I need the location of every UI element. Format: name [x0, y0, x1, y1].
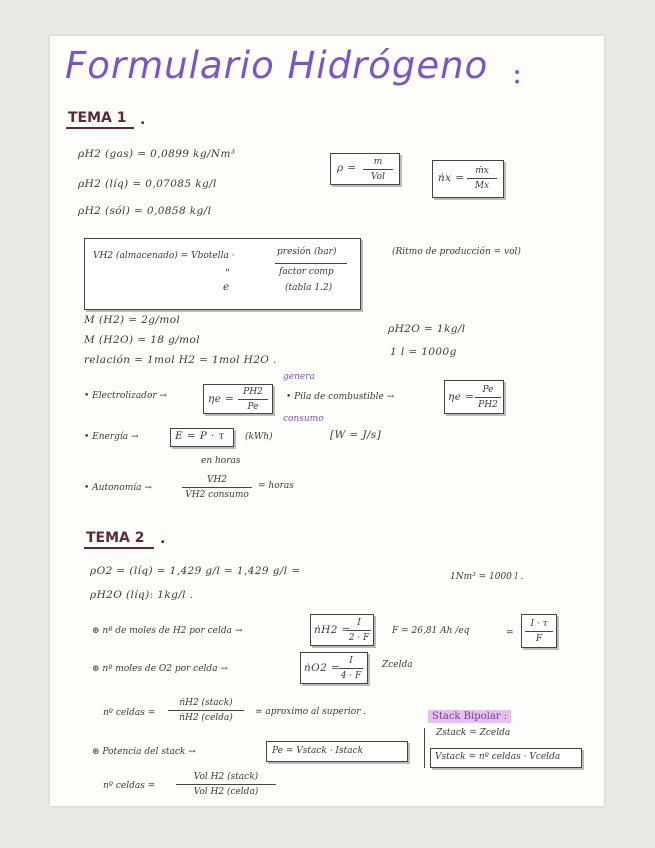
- moles-h2-den: 2 · F: [348, 633, 370, 643]
- watt-unit: [W = J/s]: [330, 429, 382, 441]
- rho-formula-box: [330, 153, 400, 185]
- zcelda-label: Zcelda: [382, 660, 413, 670]
- vstack-formula: Vstack = nº celdas · Vcelda: [435, 752, 561, 762]
- storage-lhs: VH2 (almacenado) = Vbotella ·: [93, 251, 235, 261]
- electro-fraction: [238, 386, 268, 413]
- moles-h2-lhs: ṅH2 =: [314, 624, 351, 636]
- vstack-box: [430, 748, 582, 768]
- water-density: ρH2O = 1kg/l: [388, 323, 466, 335]
- moles-h2-fraction: [347, 617, 371, 644]
- n-num: ṁx: [475, 166, 489, 176]
- rho-num: m: [373, 157, 383, 167]
- rho-lhs: ρ =: [337, 162, 357, 174]
- potencia-formula: Pe = Vstack · Istack: [272, 746, 364, 756]
- density-solid: ρH2 (sól) = 0,0858 kg/l: [78, 205, 212, 217]
- liter-grams: 1 l = 1000g: [390, 346, 457, 358]
- moles-o2-den: 4 · F: [340, 671, 362, 681]
- nceldas-den: ṅH2 (celda): [179, 713, 233, 723]
- nceldas-fraction: [168, 697, 244, 724]
- faraday-fraction: [525, 618, 553, 645]
- molar-h2: M (H2) = 2g/mol: [84, 314, 181, 326]
- potencia-box: [266, 741, 408, 762]
- nm3-conversion: 1Nm³ = 1000 l .: [450, 572, 524, 582]
- nceldas2-den: Vol H2 (celda): [193, 787, 259, 797]
- faraday-box: [521, 614, 557, 648]
- moles-o2-box: [300, 652, 368, 684]
- faraday-num: I · τ: [530, 619, 548, 629]
- n-fraction: [467, 165, 497, 192]
- page-title: Formulario Hidrógeno: [65, 44, 489, 87]
- consumo-label: consumo: [283, 414, 324, 424]
- faraday-constant: F = 26,81 Ah /eq: [392, 626, 470, 636]
- density-gas: ρH2 (gas) = 0,0899 kg/Nm³: [78, 148, 236, 160]
- moles-o2-fraction: [339, 655, 363, 682]
- moles-o2-num: I: [349, 656, 353, 666]
- pila-label: • Pila de combustible →: [286, 392, 395, 402]
- autonomia-den: V̇H2 consumo: [185, 490, 249, 500]
- tema2-heading: TEMA 2: [86, 530, 145, 546]
- autonomia-rhs: = horas: [258, 481, 294, 491]
- nceldas2-num: Vol H2 (stack): [193, 772, 259, 782]
- faraday-eq: =: [506, 628, 514, 638]
- moles-o2-label: ⊛ nº moles de O2 por celda →: [92, 664, 228, 674]
- energia-label: • Energía →: [84, 432, 139, 442]
- storage-num: presión (bar): [277, 247, 337, 257]
- energia-formula-box: [170, 428, 234, 447]
- storage-e: e: [223, 281, 230, 293]
- potencia-label: ⊛ Potencia del stack →: [92, 747, 196, 757]
- rho-den: Vol: [371, 172, 385, 182]
- ritmo-note: (Ritmo de producción = vol): [392, 247, 521, 257]
- en-horas-note: en horas: [201, 456, 241, 466]
- tema2-dot: .: [160, 531, 166, 547]
- pila-den: PH2: [478, 400, 498, 410]
- pila-formula-box: [444, 380, 504, 414]
- electro-lhs: ηe =: [208, 393, 235, 405]
- n-formula-box: [432, 160, 504, 198]
- density-o2: ρO2 = (líq) = 1,429 g/l = 1,429 g/l =: [90, 565, 301, 577]
- molar-h2o: M (H2O) = 18 g/mol: [84, 334, 200, 346]
- autonomia-num: VH2: [206, 475, 228, 485]
- storage-box: [84, 238, 361, 310]
- autonomia-fraction: [182, 474, 252, 501]
- nceldas-lhs: nº celdas =: [103, 708, 156, 718]
- title-dot: :: [512, 56, 523, 91]
- storage-den1: factor comp: [279, 267, 334, 277]
- tema1-dot: .: [140, 112, 146, 128]
- moles-o2-lhs: ṅO2 =: [304, 662, 341, 674]
- tema2-underline: [84, 547, 154, 549]
- brace: [424, 728, 425, 768]
- moles-h2-box: [310, 614, 374, 646]
- n-lhs: ṅx =: [438, 172, 465, 184]
- relation: relación = 1mol H2 = 1mol H2O .: [84, 354, 277, 366]
- energia-formula: E = P · τ: [175, 430, 225, 442]
- storage-bar: [275, 263, 347, 264]
- storage-ditto: ": [225, 267, 231, 279]
- density-liquid: ρH2 (líq) = 0,07085 kg/l: [78, 178, 217, 190]
- pila-lhs: ηe =: [448, 391, 475, 403]
- moles-h2-label: ⊛ nº de moles de H2 por celda →: [92, 626, 243, 636]
- electro-formula-box: [203, 384, 273, 414]
- rho-fraction: [363, 156, 393, 183]
- stack-bipolar-highlight: Stack Bipolar :: [428, 710, 511, 723]
- zstack-formula: Zstack = Zcelda: [436, 728, 511, 738]
- nceldas-note: ≃ aproximo al superior .: [255, 707, 367, 717]
- moles-h2-num: I: [357, 618, 361, 628]
- nceldas2-lhs: nº celdas =: [103, 781, 156, 791]
- nceldas2-fraction: [176, 771, 276, 798]
- pila-num: Pe: [482, 385, 494, 395]
- tema1-heading: TEMA 1: [68, 110, 127, 126]
- kwh-unit: (kWh): [245, 432, 273, 442]
- n-den: Mx: [474, 181, 490, 191]
- electro-num: PH2: [243, 387, 263, 397]
- nceldas-num: ṅH2 (stack): [179, 698, 233, 708]
- electro-label: • Electrolizador →: [84, 391, 168, 401]
- storage-den2: (tabla 1.2): [285, 283, 333, 293]
- autonomia-label: • Autonomía →: [84, 483, 152, 493]
- electro-den: Pe: [247, 402, 259, 412]
- density-water: ρH2O (líq): 1kg/l .: [90, 589, 194, 601]
- tema1-underline: [66, 127, 134, 129]
- genera-label: genera: [283, 372, 315, 382]
- pila-fraction: [475, 384, 501, 411]
- faraday-den: F: [535, 634, 543, 644]
